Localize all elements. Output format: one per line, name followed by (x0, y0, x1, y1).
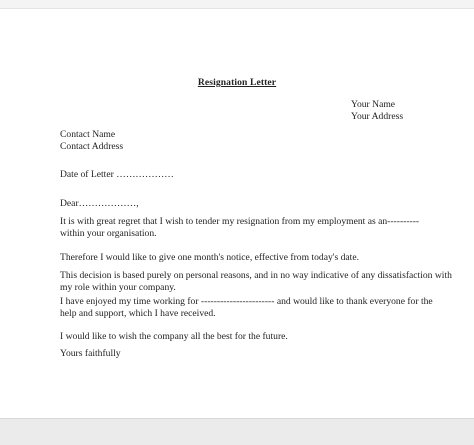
paragraph-thanks (60, 296, 433, 320)
salutation: Dear………………, (60, 198, 139, 209)
paragraph-line: within your organisation. (60, 228, 157, 239)
sender-block (351, 99, 403, 123)
page-top-border (0, 0, 474, 9)
closing: Yours faithfully (60, 348, 121, 359)
paragraph-line: I have enjoyed my time working for ----------------------- and would like to thank everyone for the (60, 296, 433, 307)
paragraph-line: I would like to wish the company all the best for the future. (60, 331, 288, 342)
sender-name: Your Name (351, 99, 396, 110)
date-placeholder: ……………… (116, 169, 174, 180)
date-line (60, 169, 174, 180)
recipient-name: Contact Name (60, 129, 116, 140)
paragraph-line: my role within your company. (60, 282, 176, 293)
date-label: Date of Letter (60, 169, 114, 180)
paragraph-reasons (60, 270, 452, 294)
paragraph-line: It is with great regret that I wish to tender my resignation from my employment as an---------- (60, 216, 420, 227)
paragraph-notice (60, 252, 415, 264)
recipient-address: Contact Address (60, 141, 124, 152)
paragraph-line: Therefore I would like to give one month's notice, effective from today's date. (60, 252, 359, 263)
paragraph-resignation (60, 216, 420, 240)
page-bottom-border (0, 418, 474, 445)
letter-title: Resignation Letter (197, 77, 277, 88)
paragraph-line: help and support, which I have received. (60, 308, 216, 319)
sender-address: Your Address (351, 111, 404, 122)
recipient-block (60, 129, 123, 153)
paragraph-wishes (60, 331, 415, 343)
paragraph-line: This decision is based purely on personal reasons, and in no way indicative of any dissatisfaction with (60, 270, 452, 281)
